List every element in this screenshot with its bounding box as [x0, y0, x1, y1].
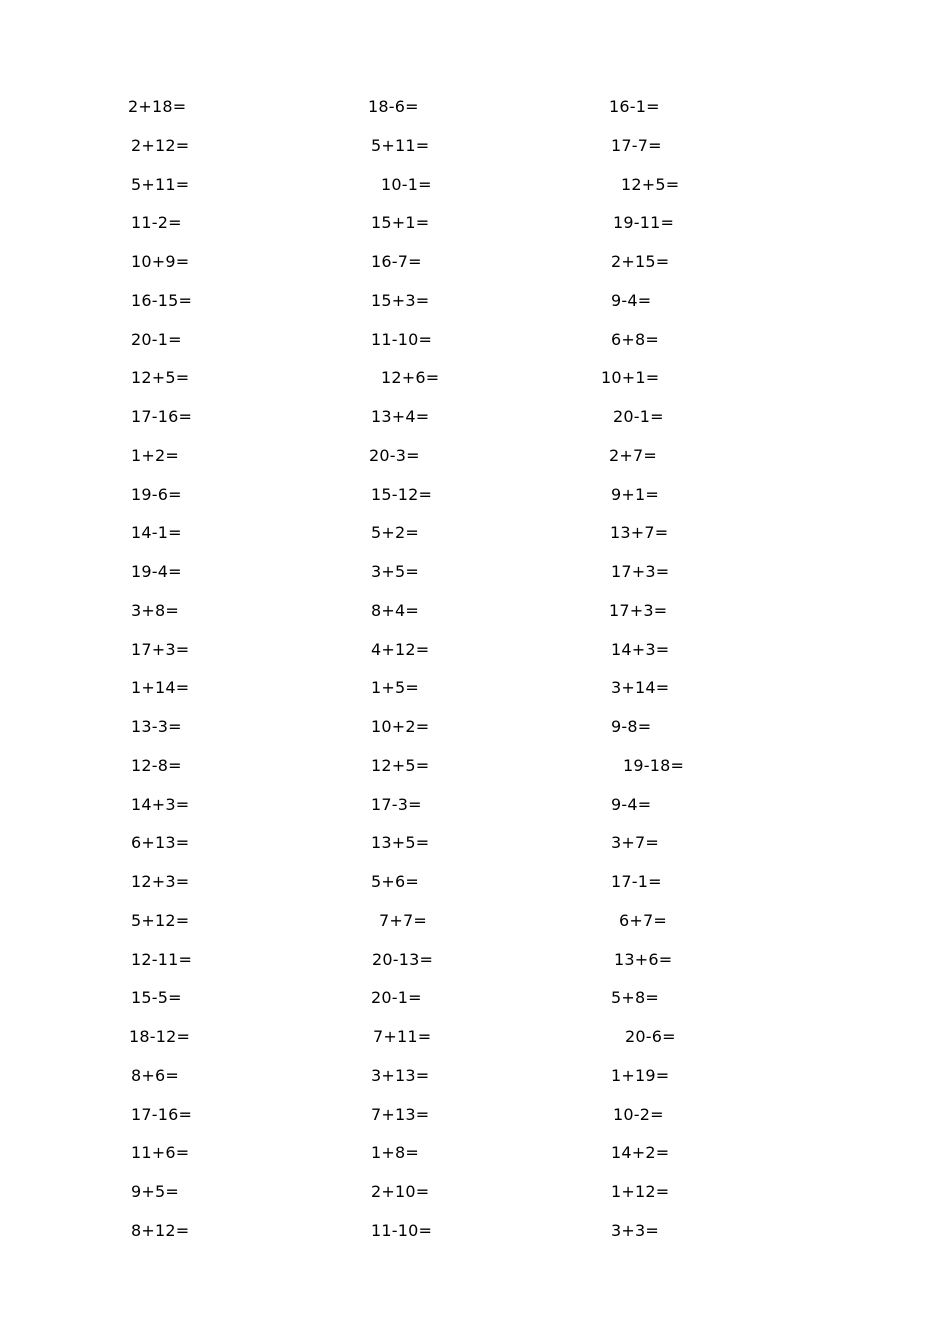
math-problem: 9-4= — [611, 794, 652, 814]
math-problem: 5+8= — [611, 988, 659, 1008]
math-problem: 20-1= — [371, 988, 422, 1008]
math-problem: 10+2= — [371, 717, 430, 736]
math-problem: 17-16= — [131, 407, 193, 426]
math-problem: 12-11= — [131, 949, 193, 969]
math-problem: 5+2= — [371, 523, 419, 543]
math-problem: 2+18= — [128, 97, 187, 116]
math-problem: 11-10= — [371, 329, 433, 349]
math-problem: 7+11= — [373, 1027, 432, 1046]
math-problem: 2+10= — [371, 1182, 430, 1201]
math-problem: 12-8= — [131, 755, 182, 775]
math-problem: 18-12= — [129, 1027, 191, 1046]
math-problem: 14+2= — [611, 1143, 670, 1163]
math-problem: 3+3= — [611, 1220, 659, 1240]
math-problem: 5+11= — [371, 135, 430, 155]
math-problem: 19-11= — [613, 213, 675, 233]
math-problem: 8+12= — [131, 1220, 190, 1240]
math-problem: 15-12= — [371, 484, 433, 504]
math-problem: 17-7= — [611, 135, 662, 155]
math-problem: 1+14= — [131, 678, 190, 698]
math-problem: 6+13= — [131, 833, 190, 853]
math-problem: 3+7= — [611, 833, 659, 853]
math-problem: 5+6= — [371, 872, 419, 891]
math-problem: 9+1= — [611, 484, 659, 504]
math-problem: 1+8= — [371, 1143, 419, 1163]
math-problem: 5+12= — [131, 910, 190, 930]
math-problem: 5+11= — [131, 174, 190, 194]
math-problem: 16-1= — [609, 97, 660, 116]
math-problem: 19-6= — [131, 484, 182, 504]
math-problem: 4+12= — [371, 639, 430, 659]
math-problem: 12+6= — [381, 368, 440, 388]
math-problem: 12+5= — [371, 755, 430, 775]
math-problem: 8+4= — [371, 600, 419, 620]
math-problem: 1+5= — [371, 678, 419, 698]
math-problem: 14+3= — [611, 639, 670, 659]
math-problem: 16-7= — [371, 252, 422, 271]
math-problem: 6+7= — [619, 910, 667, 930]
math-problem: 17+3= — [611, 562, 670, 581]
math-problem: 15+1= — [371, 213, 430, 233]
math-problem: 17-1= — [611, 872, 662, 891]
math-problem: 9-8= — [611, 717, 652, 736]
math-problem: 3+8= — [131, 600, 179, 620]
math-problem: 7+7= — [379, 910, 427, 930]
math-problem: 6+8= — [611, 329, 659, 349]
math-problem: 15-5= — [131, 988, 182, 1008]
math-problem: 20-6= — [625, 1027, 676, 1046]
math-problem: 13+4= — [371, 407, 430, 426]
math-problem: 20-1= — [613, 407, 664, 426]
math-problem: 14+3= — [131, 794, 190, 814]
math-problem: 3+14= — [611, 678, 670, 698]
math-problem: 2+12= — [131, 135, 190, 155]
math-problem: 1+19= — [611, 1065, 670, 1085]
math-problem: 20-3= — [369, 445, 420, 465]
math-problem: 9-4= — [611, 290, 652, 310]
math-problem: 13+6= — [614, 949, 673, 969]
math-problem: 10-2= — [613, 1104, 664, 1124]
math-problem: 10+9= — [131, 252, 190, 271]
math-problem: 17+3= — [131, 639, 190, 659]
math-problem: 10+1= — [601, 368, 660, 388]
math-problem: 1+2= — [131, 445, 179, 465]
math-problem: 3+13= — [371, 1065, 430, 1085]
math-problem: 12+5= — [131, 368, 190, 388]
math-problem: 2+15= — [611, 252, 670, 271]
math-problem: 17-16= — [131, 1104, 193, 1124]
math-problem: 10-1= — [381, 174, 432, 194]
math-problem: 11-10= — [371, 1220, 433, 1240]
math-problem: 11+6= — [131, 1143, 190, 1163]
math-problem: 1+12= — [611, 1182, 670, 1201]
math-problem: 18-6= — [368, 97, 419, 116]
math-problem: 11-2= — [131, 213, 182, 233]
math-problem: 3+5= — [371, 562, 419, 581]
math-problem: 13-3= — [131, 717, 182, 736]
math-problem: 9+5= — [131, 1182, 179, 1201]
math-problem: 7+13= — [371, 1104, 430, 1124]
math-problem: 20-1= — [131, 329, 182, 349]
math-problem: 17-3= — [371, 794, 422, 814]
math-problem: 13+7= — [610, 523, 669, 543]
math-problem: 13+5= — [371, 833, 430, 853]
math-problem: 14-1= — [131, 523, 182, 543]
math-problem: 12+3= — [131, 872, 190, 891]
math-problem: 16-15= — [131, 290, 193, 310]
math-problem: 15+3= — [371, 290, 430, 310]
math-problem: 19-18= — [623, 755, 685, 775]
math-problem: 12+5= — [621, 174, 680, 194]
math-problem: 19-4= — [131, 562, 182, 581]
math-problem: 17+3= — [609, 600, 668, 620]
math-problem: 20-13= — [372, 949, 434, 969]
math-problem: 2+7= — [609, 445, 657, 465]
math-problem: 8+6= — [131, 1065, 179, 1085]
